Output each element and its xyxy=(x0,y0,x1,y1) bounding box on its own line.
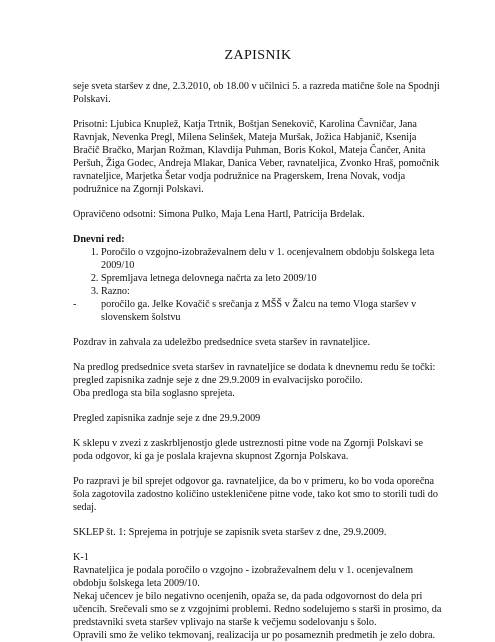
water-paragraph: K sklepu v zvezi z zaskrbljenostjo glede ustreznosti pitne vode na Zgornji Polskavi se poda odgovor, ki ga je poslala krajevna skupnost Zgornja Polskava. xyxy=(73,438,423,462)
agenda-subitem-dash: - xyxy=(73,299,77,310)
section-k1-label: K-1 xyxy=(73,552,89,563)
excused-paragraph: Opravičeno odsotni: Simona Pulko, Maja Lena Hartl, Patricija Brdelak. xyxy=(73,209,365,220)
resolution-paragraph: SKLEP št. 1: Sprejema in potrjuje se zapisnik sveta staršev z dne, 29.9.2009. xyxy=(73,527,387,538)
agenda-item: 2. Spremljava letnega delovnega načrta za leto 2009/10 xyxy=(101,272,443,285)
greeting-paragraph: Pozdrav in zahvala za udeležbo predsednice sveta staršev in ravnateljice. xyxy=(73,337,370,348)
document-title: ZAPISNIK xyxy=(224,48,292,63)
agenda-subitem-text: poročilo ga. Jelke Kovačič s srečanja z MŠŠ v Žalcu na temo Vloga staršev v slovenskem šolstvu xyxy=(101,299,417,323)
agenda-subitem xyxy=(73,298,443,324)
agenda-item: 1. Poročilo o vzgojno-izobraževalnem delu v 1. ocenjevalnem obdobju šolskega leta 2009/10 xyxy=(101,246,443,272)
section-k1-line: Opravili smo že veliko tekmovanj, realizacija ur po posameznih predmetih je zelo dobra. xyxy=(73,630,436,641)
agenda-list xyxy=(73,246,443,298)
agenda-heading: Dnevni red: xyxy=(73,234,125,245)
agenda-item: 3. Razno: xyxy=(101,285,443,298)
section-k1-line: Nekaj učencev je bilo negativno ocenjenih, opaža se, da pada odgovornost do dela pri učencih. Srečevali smo se z vzgojnimi problemi. Redno sodelujemo s starši in prosimo, da predstavniki sveta staršev vplivajo na starše k večjemu sodelovanju s šolo. xyxy=(73,591,442,628)
meeting-intro: seje sveta staršev z dne, 2.3.2010, ob 18.00 v učilnici 5. a razreda matične šole na Spodnji Polskavi. xyxy=(73,81,440,105)
proposal-accepted: Oba predloga sta bila soglasno sprejeta. xyxy=(73,388,235,399)
minutes-review: Pregled zapisnika zadnje seje z dne 29.9.2009 xyxy=(73,413,261,424)
section-k1-line: Ravnateljica je podala poročilo o vzgojno - izobraževalnem delu v 1. ocenjevalnem obdobju šolskega leta 2009/10. xyxy=(73,565,414,589)
discussion-paragraph: Po razpravi je bil sprejet odgovor ga. ravnateljice, da bo v primeru, ko bo voda oporečna šola zagotovila zadostno količino ustekleničene pitne vode, tako kot smo to storili tudi do sedaj. xyxy=(73,476,438,513)
document-page xyxy=(73,48,443,642)
attendees-paragraph: Prisotni: Ljubica Knuplež, Katja Trtnik, Boštjan Senekovič, Karolina Čavničar, Jana Ravnjak, Nevenka Pregl, Milena Selinšek, Mateja Muršak, Jožica Habjanič, Ksenija Bračič Bračko, Marjan Rožman, Klavdija Puhman, Boris Kokol, Mateja Čančer, Anita Peršuh, Žiga Godec, Andreja Mlakar, Danica Veber, ravnateljica, Zvonko Hraš, pomočnik ravnateljice, Marjetka Šetar vodja podružnice na Pragerskem, Irena Novak, vodja podružnice na Zgornji Polskavi. xyxy=(73,119,440,195)
proposal-paragraph: Na predlog predsednice sveta staršev in ravnateljice se dodata k dnevnemu redu še točki: pregled zapisnika zadnje seje z dne 29.9.2009 in evalvacijsko poročilo. xyxy=(73,362,436,386)
